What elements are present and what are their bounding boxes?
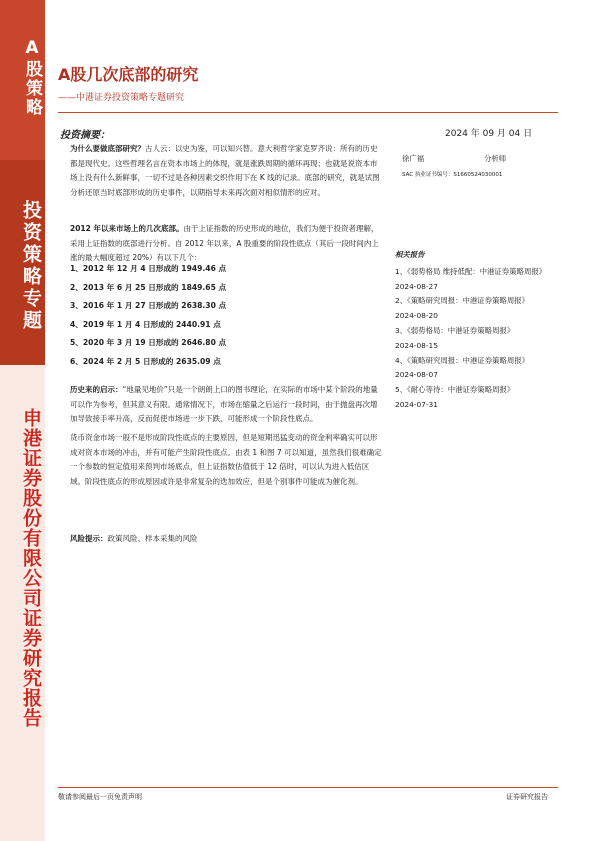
p3-lead: 历史来的启示： (70, 385, 123, 394)
page-subtitle: ——中港证券投资策略专题研究 (58, 93, 185, 103)
report-date: 2024 年 09 月 04 日 (445, 129, 533, 139)
related-item-date: 2024-08-20 (395, 311, 438, 321)
sidebar (0, 0, 45, 841)
related-item[interactable] (395, 324, 560, 354)
related-item-date: 2024-07-31 (395, 399, 438, 409)
risk-text: 政策风险、样本采集的风险 (107, 534, 198, 543)
analyst-name: 徐广福 (402, 154, 425, 163)
list-item: 3、2016 年 1 月 27 日形成的 2638.30 点 (70, 301, 227, 310)
list-item: 1、2012 年 12 月 4 日形成的 1949.46 点 (70, 264, 227, 273)
analyst-sac: SAC 执业证书编号：S1660524030001 (402, 172, 503, 178)
related-item-title: 1、《弱势格局 维持低配：中港证券策略周报》 (395, 266, 547, 276)
related-item-date: 2024-08-27 (395, 281, 438, 291)
related-item[interactable] (395, 294, 560, 324)
summary-label: 投资摘要： (60, 130, 110, 141)
paragraph-why-bottom (70, 142, 383, 200)
paragraph-risk (70, 532, 383, 547)
risk-lead: 风险提示： (70, 534, 108, 543)
list-item: 6、2024 年 2 月 5 日形成的 2635.09 点 (70, 356, 221, 366)
sidebar-report-type: 投资策略专题 (20, 200, 42, 332)
sidebar-category: A股策略 (22, 38, 42, 117)
p1-lead: 为什么要做底部研究？ (70, 144, 145, 153)
related-item-title: 5、《耐心等待：中港证券策略周报》 (395, 385, 515, 395)
related-item[interactable] (395, 383, 560, 413)
paragraph-bottoms-since-2012 (70, 222, 383, 266)
bottom-points-list (70, 263, 226, 374)
p2-lead: 2012 年以来市场上的几次底部。 (70, 224, 184, 233)
related-item[interactable] (395, 265, 560, 295)
list-item: 5、2020 年 3 月 19 日形成的 2646.80 点 (70, 338, 227, 347)
sidebar-company: 申港证券股份有限公司证券研究报告 (20, 408, 42, 728)
paragraph-lessons (70, 383, 383, 427)
p2-text: 由于上证指数的历史形成的地位，我们为便于投资者理解，采用上证指数的底部进行分析。自 2012 年以来，A 股重要的阶段性底点（其后一段时间内上涨的最大幅度超过 20%）有以下几个： (70, 224, 379, 263)
related-title: 相关报告 (395, 250, 425, 259)
header-divider (58, 112, 558, 113)
p4-text: 货币资金市场一般不是形成阶段性底点的主要原因，但是短期迅猛变动的资金利率确实可以形成对资本市场的冲击，并有可能产生阶段性底点。由表 1 和图 7 可以知道，虽然我们很难确定一个参数的恒定值用来预判市场底点，但上证指数估值低于 12 倍时，可以认为进入低估区域。阶段性底点的形成原因或许是非常复杂的迭加效应，但是个别事件可能成为催化剂。 (70, 433, 382, 486)
paragraph-monetary (70, 431, 383, 489)
related-item[interactable] (395, 354, 560, 384)
related-item-title: 2、《策略研究周报：中港证券策略周报》 (395, 296, 530, 306)
footer-report-type: 证券研究报告 (506, 793, 548, 801)
footer-divider (58, 787, 558, 788)
p3-text: “地量见地价”只是一个朗朗上口的图书理论，在实际的市场中某个阶段的地量可以作为参考，但其意义有限。通常情况下，市场在缩量之后运行一段时间，由于抛盘再次增加导致接手率升高，反而促使市场进一步下跌，可能形成一个阶段性底点。 (70, 385, 378, 424)
footer-disclaimer: 敬请参阅最后一页免责声明 (58, 793, 142, 801)
list-item: 2、2013 年 6 月 25 日形成的 1849.65 点 (70, 282, 227, 292)
related-reports (395, 248, 560, 413)
page-title: A股几次底部的研究 (58, 65, 199, 84)
related-item-date: 2024-08-15 (395, 340, 438, 350)
list-item: 4、2019 年 1 月 4 日形成的 2440.91 点 (70, 319, 221, 329)
related-item-title: 3、《弱势格局：中港证券策略周报》 (395, 325, 515, 335)
related-item-date: 2024-08-07 (395, 370, 438, 380)
p1-text: 古人云：以史为鉴，可以知兴替。意大利哲学家克罗齐说：所有的历史都是现代史。这些哲理名言在资本市场上的体现，就是涨跌周期的循环再现；也就是说资本市场上没有什么新鲜事，一切不过是各种因素交织作用下在 K 线的记录。底部的研究，就是试图分析还原当时底部形成的历史事件，以期指导未来再次面对相似情形的应对。 (70, 144, 380, 197)
related-item-title: 4、《策略研究周报：中港证券策略周报》 (395, 355, 530, 365)
analyst-role: 分析师 (484, 154, 507, 163)
